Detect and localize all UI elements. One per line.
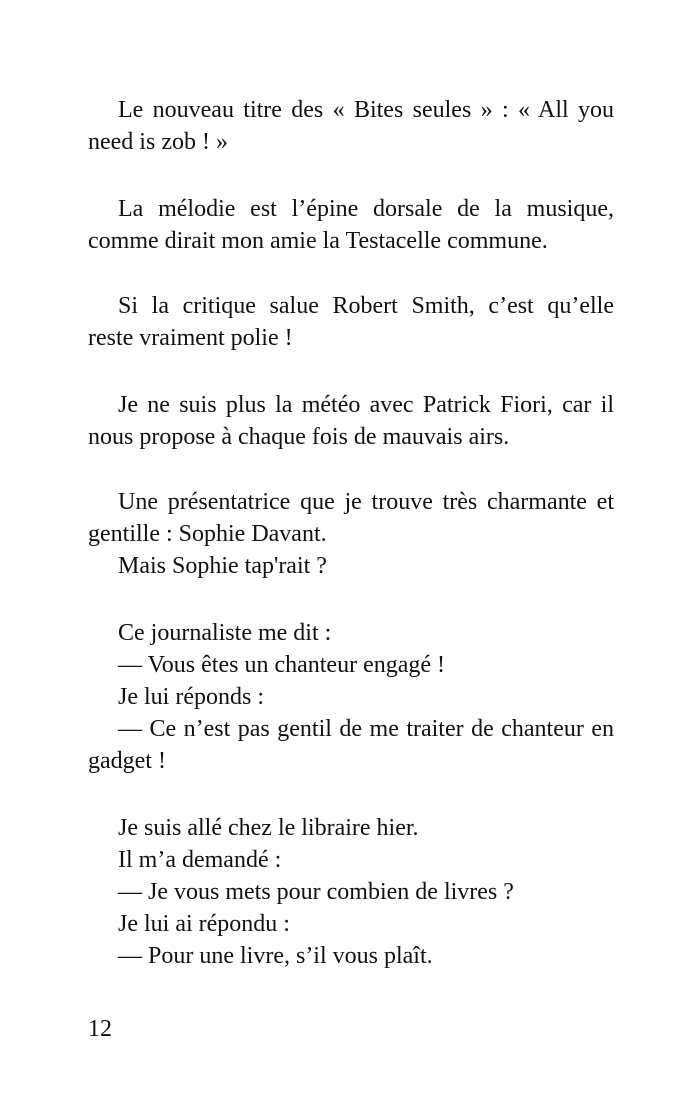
text-line: nous propose à chaque fois de mauvais airs. xyxy=(88,424,510,450)
text-line: — Je vous mets pour combien de livres ? xyxy=(118,879,514,905)
text-line: gentille : Sophie Davant. xyxy=(88,521,327,547)
text-line: — Pour une livre, s’il vous plaît. xyxy=(118,943,433,969)
text-line: La mélodie est l’épine dorsale de la musique, xyxy=(118,196,614,222)
text-line: need is zob ! » xyxy=(88,129,228,155)
text-line: Je ne suis plus la météo avec Patrick Fiori, car il xyxy=(118,392,614,418)
text-line: — Ce n’est pas gentil de me traiter de chanteur en xyxy=(118,716,614,742)
text-line: Je suis allé chez le libraire hier. xyxy=(118,815,419,841)
text-line: Je lui ai répondu : xyxy=(118,911,290,937)
text-line: comme dirait mon amie la Testacelle commune. xyxy=(88,228,548,254)
page xyxy=(88,0,614,1110)
text-line: Je lui réponds : xyxy=(118,684,264,710)
text-line: Ce journaliste me dit : xyxy=(118,620,332,646)
text-line: Si la critique salue Robert Smith, c’est qu’elle xyxy=(118,293,614,319)
text-line: Il m’a demandé : xyxy=(118,847,282,873)
text-line: Une présentatrice que je trouve très charmante et xyxy=(118,489,614,515)
page-number: 12 xyxy=(88,1016,112,1042)
text-line: — Vous êtes un chanteur engagé ! xyxy=(118,652,446,678)
text-line: Le nouveau titre des « Bites seules » : « All you xyxy=(118,97,614,123)
text-line: Mais Sophie tap'rait ? xyxy=(118,553,327,579)
text-line: gadget ! xyxy=(88,748,166,774)
text-line: reste vraiment polie ! xyxy=(88,325,293,351)
